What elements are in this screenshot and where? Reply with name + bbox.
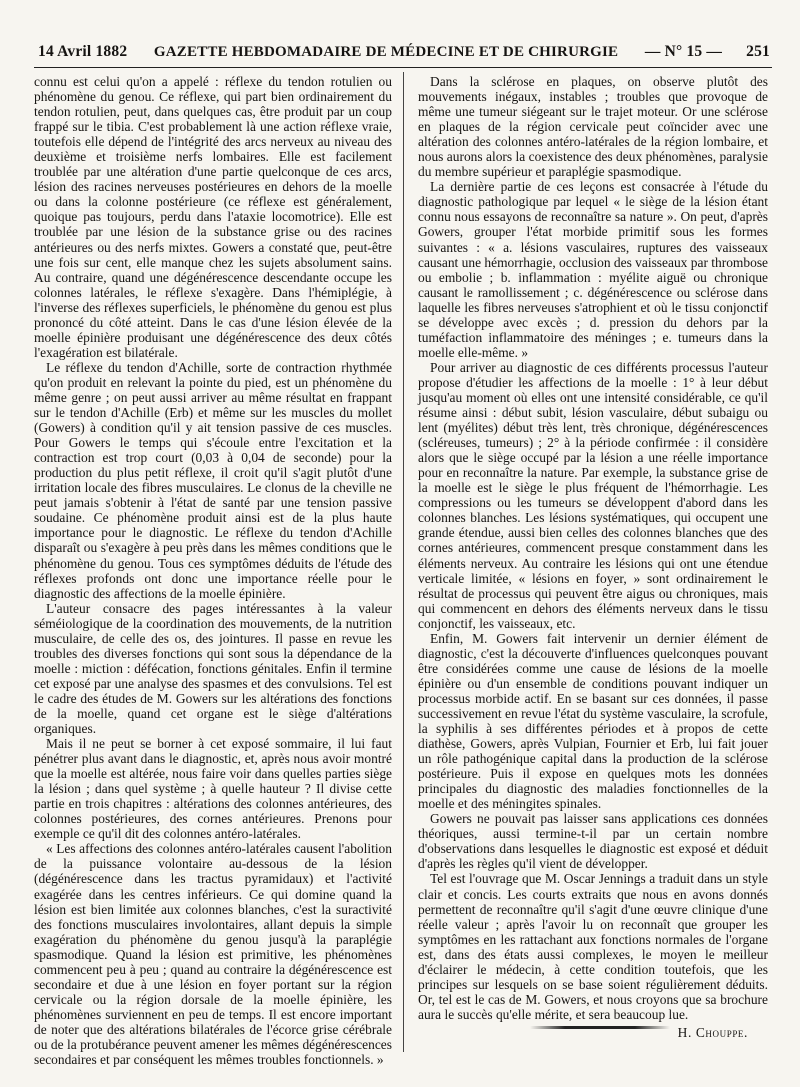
paragraph: Pour arriver au diagnostic de ces différents processus l'auteur propose d'étudier les affections de la moelle : 1° à leur début jusqu'au moment où elles ont une intensité considérable, ce qu'il résume ainsi : début subit, lésion vasculaire, début subaigu ou lent (myélites) début très lent, très chronique, dégénérescences (scléreuses, tumeurs) ; 2° à la période confirmée : il considère alors que le siège occupé par la lésion a une réelle importance pour en reconnaître la nature. Par exemple, la substance grise de la moelle est le siège le plus fréquent de l'hémorrhagie. Les compressions ou les tumeurs se développent d'abord dans les colonnes blanches. Les lésions systématiques, qui occupent une grande étendue, aussi bien celles des colonnes blanches que des cornes antérieures, commencent presque constamment dans les éléments nerveux. Au contraire les lésions qui ont une étendue verticale limitée, « lésions en foyer, » sont ordinairement le résultat de processus qui peuvent être aigus ou chroniques, mais qui commencent en dehors des éléments nerveux dans le tissu conjonctif, les vaisseaux, etc. [418, 359, 768, 631]
page-header [38, 40, 770, 64]
paragraph: Le réflexe du tendon d'Achille, sorte de contraction rhythmée qu'on produit en relevant la pointe du pied, est un phénomène du même genre ; on peut aussi arriver au même résultat en frappant sur le tendon d'Achille (Erb) et même sur les muscles du mollet (Gowers) à condition qu'il y ait tension passive de ces muscles. Pour Gowers le temps qui s'écoule entre l'excitation et la contraction est trop court (0,03 à 0,04 de seconde) pour la production du plus petit réflexe, il croit qu'il s'agit plutôt d'une irritation locale des fibres musculaires. Le clonus de la cheville ne peut jamais s'obtenir à l'état de santé par une tension passive soudaine. Ce phénomène produit ainsi est de la plus haute importance pour le diagnostic. Le réflexe du tendon d'Achille disparaît ou s'exagère à peu près dans les mêmes conditions que le phénomène du genou. Tous ces symptômes déduits de l'étude des réflexes profonds ont donc une importance réelle pour le diagnostic des affections de la moelle épinière. [34, 359, 392, 601]
page-number: 251 [746, 43, 770, 60]
paragraph: L'auteur consacre des pages intéressantes à la valeur séméiologique de la coordination des mouvements, de la nutrition musculaire, de celle des os, des jointures. Il passe en revue les troubles des diverses fonctions qui sont sous la dépendance de la moelle : miction : défécation, fonctions génitales. Enfin il termine cet exposé par une analyse des spasmes et des convulsions. Tel est le cadre des études de M. Gowers sur les altérations des fonctions de la moelle, quand cet organe est le siège d'altérations organiques. [34, 600, 392, 737]
paragraph: Enfin, M. Gowers fait intervenir un dernier élément de diagnostic, c'est la découverte d'influences quelconques pouvant être considérées comme une cause de lésions de la moelle épinière ou d'un ensemble de conditions pouvant indiquer un processus morbide actif. En se basant sur ces données, il passe successivement en revue l'état du système vasculaire, la scrofule, la syphilis à ses différentes périodes et à propos de cette diathèse, Gowers, après Vulpian, Fournier et Erb, lui fait jouer un rôle pathogénique capital dans la production de la sclérose postérieure. Puis il expose en quelques mots les données principales du diagnostic des maladies fonctionnelles de la moelle et des méningites spinales. [418, 630, 768, 812]
paragraph: Dans la sclérose en plaques, on observe plutôt des mouvements inégaux, instables ; troubles que provoque de même une tumeur siégeant sur le trajet moteur. Or une sclérose en plaques de la région cervicale peut coïncider avec une altération des colonnes antéro-latérales de la région lombaire, et nous aurons alors la coexistence des deux phénomènes, paralysie du membre supérieur et paraplégie spasmodique. [418, 74, 768, 180]
closing-rule [530, 1026, 670, 1029]
left-column [34, 74, 392, 1067]
author-signature: H. Chouppe. [677, 1024, 748, 1040]
paragraph: Mais il ne peut se borner à cet exposé sommaire, il lui faut pénétrer plus avant dans le diagnostic, et, après nous avoir montré que la moelle est altérée, nous faire voir dans quelles parties siège la lésion ; dans quel système ; à quelle hauteur ? Il divise cette partie en trois chapitres : altérations des colonnes antérieures, des colonnes postérieures, des cornes antérieures. Prenons pour exemple ce qu'il dit des colonnes antéro-latérales. [34, 736, 392, 842]
header-date: 14 Avril 1882 [38, 43, 128, 60]
right-column [418, 74, 768, 1040]
paragraph: « Les affections des colonnes antéro-latérales causent l'abolition de la puissance volontaire au-dessous de la lésion (dégénérescence dans les tractus pyramidaux) et l'activité exagérée dans les centres inférieurs. Ce qui domine quand la lésion est bien limitée aux colonnes blanches, c'est la suractivité des fonctions musculaires involontaires, allant depuis la simple exagération du phénomène du genou jusqu'à la paraplégie spasmodique. Quand la lésion est primitive, les phénomènes commencent peu à peu ; quand au contraire la dégénérescence est secondaire et due à une lésion en foyer portant sur la région cervicale ou la région dorsale de la moelle épinière, les phénomènes surviennent en peu de temps. Il est encore important de noter que des altérations bilatérales de l'écorce grise cérébrale ou de la protubérance peuvent amener les mêmes dégénérescences secondaires et par conséquent les mêmes troubles fonctionnels. » [34, 841, 392, 1068]
journal-title: GAZETTE HEBDOMADAIRE DE MÉDECINE ET DE CHIRURGIE [153, 43, 619, 60]
paragraph: Gowers ne pouvait pas laisser sans applications ces données théoriques, aussi termine-t-il par un certain nombre d'observations dans lesquelles le diagnostic est exposé et déduit d'après les règles qu'il vient de développer. [418, 811, 768, 872]
issue-number: — N° 15 — [644, 43, 723, 60]
paragraph: connu est celui qu'on a appelé : réflexe du tendon rotulien ou phénomène du genou. Ce réflexe, qui part bien ordinairement du tendon rotulien, peut, dans quelques cas, être produit par un coup frappé sur le tibia. C'est probablement là une action réflexe vraie, toutefois elle dépend de l'intégrité des arcs nerveux au niveau des deuxième et troisième nerfs lombaires. Elle est facilement troublée par une altération d'une partie quelconque de ces arcs, lésion des racines nerveuses postérieures en dehors de la moelle ou dans la colonne postérieure (ce réflexe est généralement, quoique pas toujours, perdu dans l'ataxie locomotrice). Elle est troublée par une lésion de la substance grise ou des racines antérieures ou des nerfs mixtes. Gowers a constaté que, peut-être une fois sur cent, elle manque chez les sujets absolument sains. Au contraire, quand une dégénérescence descendante occupe les colonnes latérales, le réflexe s'exagère. Dans l'hémiplégie, à l'inverse des réflexes superficiels, le phénomène du genou est plus prononcé du côté atteint. Dans le cas d'une lésion élevée de la moelle épinière produisant une dégénérescence des deux côtés l'exagération est bilatérale. [34, 74, 392, 360]
column-divider [403, 72, 404, 1052]
paragraph: Tel est l'ouvrage que M. Oscar Jennings a traduit dans un style clair et concis. Les courts extraits que nous en avons donnés permettent de reconnaître qu'il s'agit d'une œuvre clinique d'une réelle valeur ; après l'avoir lu on reconnaît que grouper les symptômes en les rattachant aux fonctions normales de l'organe est, dans des états aussi complexes, le moyen le meilleur d'éclairer le médecin, à cette condition toutefois, que les principes sur lesquels on se base soient régulièrement déduits. Or, tel est le cas de M. Gowers, et nous croyons que sa brochure aura le succès qu'elle mérite, et sera beaucoup lue. [418, 871, 768, 1022]
header-rule [34, 67, 772, 68]
paragraph: La dernière partie de ces leçons est consacrée à l'étude du diagnostic pathologique par lequel « le siège de la lésion étant connu nous essayons de reconnaître sa nature ». On peut, d'après Gowers, grouper l'état morbide primitif sous les formes suivantes : « a. lésions vasculaires, ruptures des vaisseaux causant une hémorrhagie, occlusion des vaisseaux par thrombose ou embolie ; b. inflammation : myélite aiguë ou chronique causant le ramollissement ; c. dégénérescence ou sclérose dans laquelle les fibres nerveuses s'atrophient et où le tissu conjonctif se développe avec excès ; d. pression du dehors par la tuméfaction inflammatoire des méninges ; e. tumeurs dans la moelle elle-même. » [418, 179, 769, 360]
